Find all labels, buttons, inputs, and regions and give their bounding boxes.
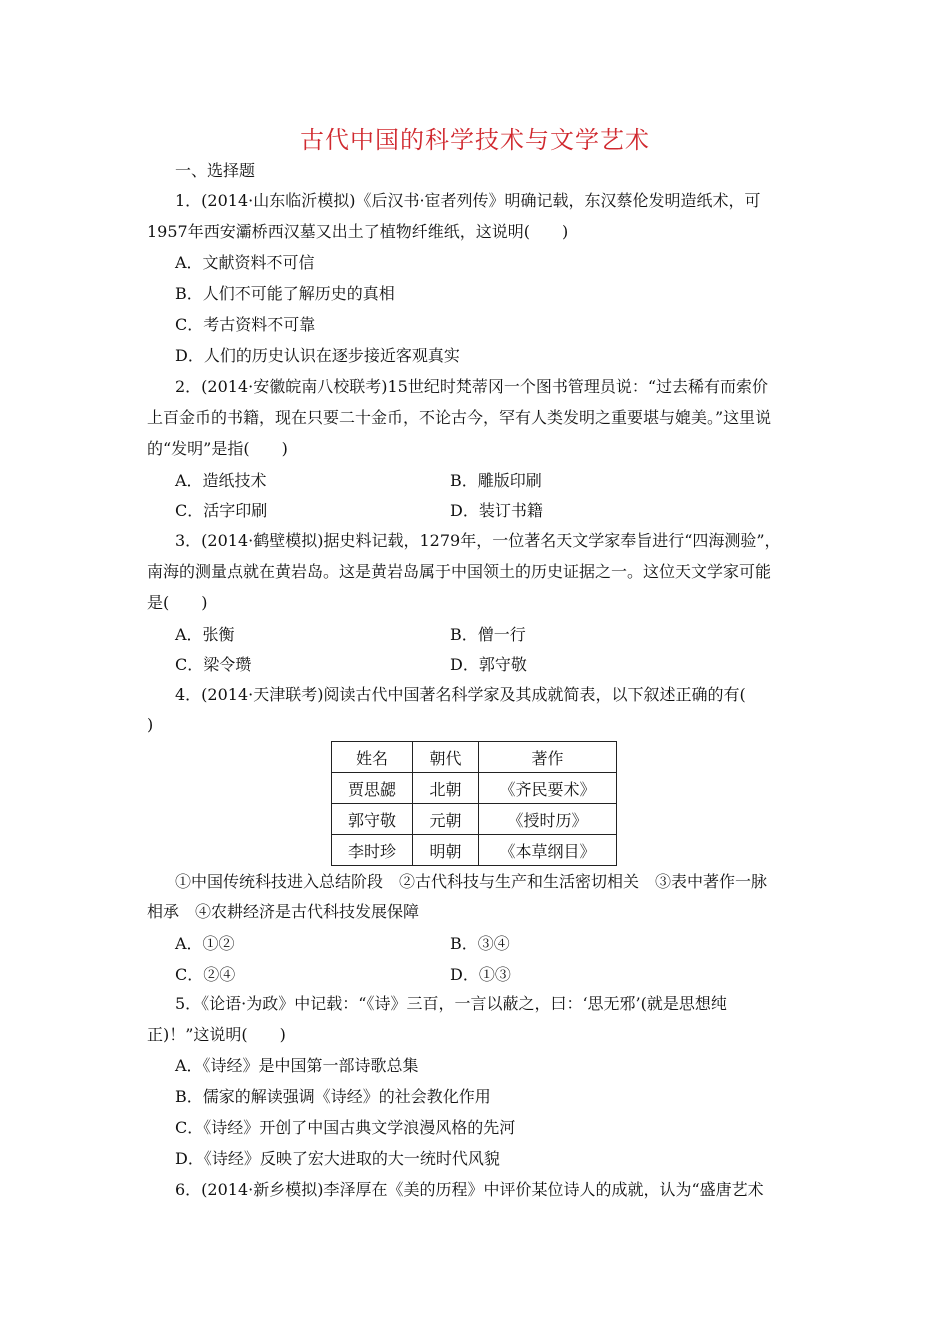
question-4-option-c: C．②④ (175, 965, 236, 984)
question-3-options-row2 (175, 652, 775, 674)
question-5-text: 5．《论语·为政》中记载：“《诗》三百，一言以蔽之，曰：‘思无邪’(就是思想纯 (175, 994, 727, 1013)
question-5-option-a: A．《诗经》是中国第一部诗歌总集 (175, 1056, 419, 1075)
question-4-text-cont: ) (147, 715, 154, 734)
question-5-option-b: B．儒家的解读强调《诗经》的社会教化作用 (175, 1087, 491, 1106)
table-row (332, 835, 617, 866)
question-2-text-cont: 上百金币的书籍，现在只要二十金币，不论古今，罕有人类发明之重要堪与媲美。”这里说 (147, 408, 772, 427)
question-6-text: 6．(2014·新乡模拟)李泽厚在《美的历程》中评价某位诗人的成就，认为“盛唐艺术 (175, 1180, 764, 1199)
question-4-options-row2 (175, 962, 775, 984)
question-2-options-row2 (175, 498, 775, 520)
question-4-option-d: D．①③ (450, 965, 511, 984)
question-3-text-cont2: 是( ) (147, 593, 208, 612)
table-cell: 郭守敬 (332, 804, 413, 835)
table-cell: 明朝 (413, 835, 479, 866)
table-header-row (332, 742, 617, 773)
question-3-option-a: A．张衡 (175, 625, 235, 644)
question-3-text-cont: 南海的测量点就在黄岩岛。这是黄岩岛属于中国领土的历史证据之一。这位天文学家可能 (147, 562, 772, 581)
question-5-option-c: C．《诗经》开创了中国古典文学浪漫风格的先河 (175, 1118, 516, 1137)
question-2-option-c: C．活字印刷 (175, 501, 268, 520)
question-4-text: 4．(2014·天津联考)阅读古代中国著名科学家及其成就简表，以下叙述正确的有( (175, 685, 746, 704)
table-cell: 李时珍 (332, 835, 413, 866)
question-1-option-d: D．人们的历史认识在逐步接近客观真实 (175, 346, 460, 365)
scientist-table (331, 741, 617, 866)
question-2-text-cont2: 的“发明”是指( ) (147, 439, 288, 458)
question-3-text: 3．(2014·鹤壁模拟)据史料记载，1279年，一位著名天文学家奉旨进行“四海测验”， (175, 531, 781, 550)
table-header: 著作 (479, 742, 617, 773)
table-header: 姓名 (332, 742, 413, 773)
table-cell: 《齐民要术》 (479, 773, 617, 804)
question-5-text-cont: 正)！”这说明( ) (147, 1025, 286, 1044)
table-cell: 贾思勰 (332, 773, 413, 804)
question-5-option-d: D．《诗经》反映了宏大进取的大一统时代风貌 (175, 1149, 500, 1168)
table-row (332, 773, 617, 804)
question-3-option-c: C．梁令瓒 (175, 655, 252, 674)
question-1-text-cont: 1957年西安灞桥西汉墓又出土了植物纤维纸，这说明( ) (147, 222, 569, 241)
question-4-option-a: A．①② (175, 934, 235, 953)
table-cell: 《本草纲目》 (479, 835, 617, 866)
page-title: 古代中国的科学技术与文学艺术 (300, 126, 650, 154)
question-4-option-b: B．③④ (450, 934, 510, 953)
table-cell: 元朝 (413, 804, 479, 835)
question-3-option-b: B．僧一行 (450, 625, 526, 644)
question-2-text: 2．(2014·安徽皖南八校联考)15世纪时梵蒂冈一个图书管理员说：“过去稀有而索价 (175, 377, 769, 396)
question-4-options-row1 (175, 931, 775, 953)
question-1-text: 1．(2014·山东临沂模拟)《后汉书·宦者列传》明确记载，东汉蔡伦发明造纸术，可 (175, 191, 761, 210)
question-4-statements-cont: 相承 ④农耕经济是古代科技发展保障 (147, 902, 420, 921)
table-header: 朝代 (413, 742, 479, 773)
section-heading: 一、选择题 (175, 161, 256, 180)
question-2-option-a: A．造纸技术 (175, 471, 267, 490)
table-row (332, 804, 617, 835)
question-2-options-row1 (175, 468, 775, 490)
question-1-option-b: B．人们不可能了解历史的真相 (175, 284, 395, 303)
question-2-option-d: D．装订书籍 (450, 501, 543, 520)
question-3-option-d: D．郭守敬 (450, 655, 527, 674)
table-cell: 《授时历》 (479, 804, 617, 835)
question-3-options-row1 (175, 622, 775, 644)
question-1-option-a: A．文献资料不可信 (175, 253, 315, 272)
question-4-statements: ①中国传统科技进入总结阶段 ②古代科技与生产和生活密切相关 ③表中著作一脉 (175, 872, 768, 891)
question-2-option-b: B．雕版印刷 (450, 471, 542, 490)
table-cell: 北朝 (413, 773, 479, 804)
question-1-option-c: C．考古资料不可靠 (175, 315, 316, 334)
